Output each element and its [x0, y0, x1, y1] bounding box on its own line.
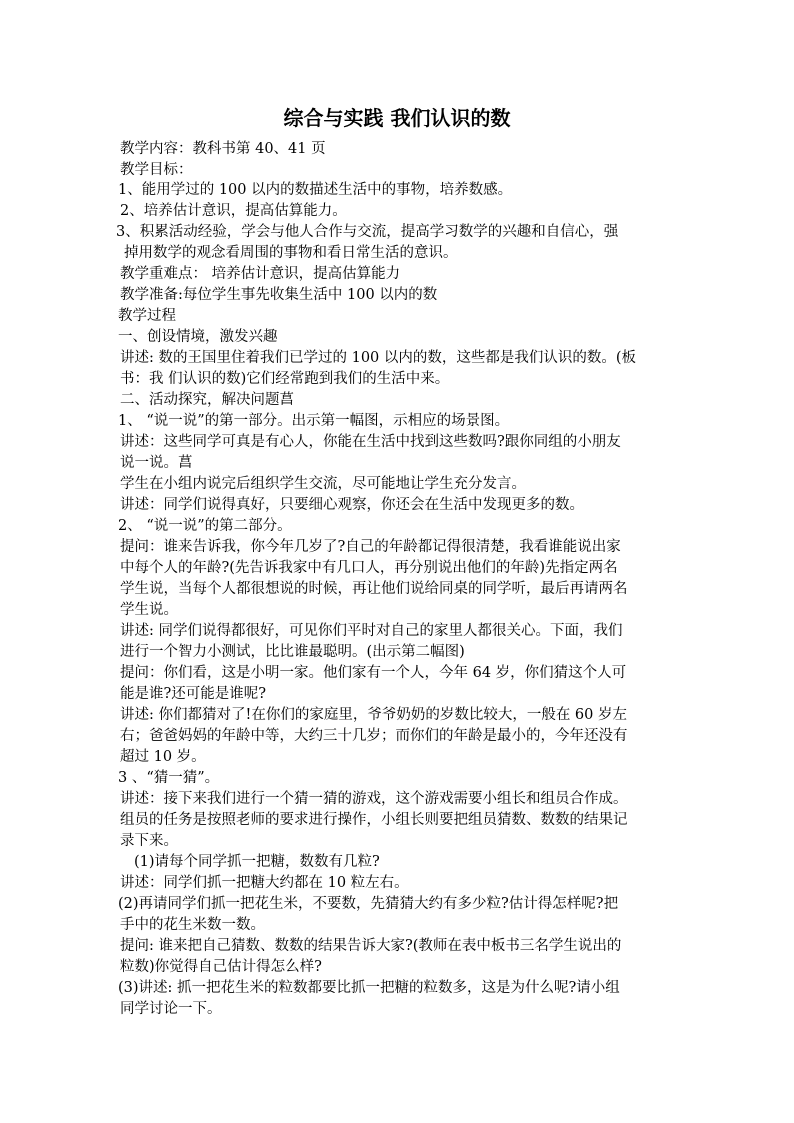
- text-line: 学生说，当每个人都很想说的时候，再让他们说给同桌的同学听，最后再请两名: [120, 581, 628, 597]
- text-line: 讲述: 同学们说得都很好，可见你们平时对自己的家里人都很关心。下面，我们: [120, 623, 623, 639]
- text-line: 讲述：这些同学可真是有心人，你能在生活中找到这些数吗?跟你同组的小朋友: [120, 434, 621, 450]
- text-line: 3、积累活动经验，学会与他人合作与交流，提高学习数学的兴趣和自信心，强: [116, 224, 619, 240]
- section-heading: 一、创设情境，激发兴趣: [118, 329, 278, 345]
- text-line: 1、能用学过的 100 以内的数描述生活中的事物，培养数感。: [118, 182, 513, 198]
- text-line: 讲述：接下来我们进行一个猜一猜的游戏，这个游戏需要小组长和组员合作成。: [120, 791, 628, 807]
- text-line: 学生说。: [120, 602, 178, 618]
- text-line: (2)再请同学们抓一把花生米，不要数，先猜猜大约有多少粒?估计得怎样呢?把: [118, 896, 619, 912]
- text-line: 录下来。: [120, 833, 178, 849]
- text-line: 提问: 谁来把自己猜数、数数的结果告诉大家?(教师在表中板书三名学生说出的: [120, 938, 622, 954]
- text-line: 3 、“猜一猜”。: [118, 770, 220, 786]
- text-line: 2、培养估计意识，提高估算能力。: [120, 203, 347, 219]
- text-line: 提问：谁来告诉我，你今年几岁了?自己的年龄都记得很清楚，我看谁能说出家: [120, 539, 621, 555]
- text-line: 教学内容：教科书第 40、41 页: [120, 141, 326, 157]
- text-line: 书：我 们认识的数)它们经常跑到我们的生活中来。: [120, 371, 450, 387]
- text-line: 2、 “说一说”的第二部分。: [118, 518, 292, 534]
- text-line: 进行一个智力小测试，比比谁最聪明。(出示第二幅图): [120, 644, 465, 660]
- text-line: 组员的任务是按照老师的要求进行操作，小组长则要把组员猜数、数数的结果记: [120, 812, 628, 828]
- text-line: 能是谁?还可能是谁呢?: [120, 686, 267, 702]
- text-line: 右；爸爸妈妈的年龄中等，大约三十几岁；而你们的年龄是最小的，今年还没有: [120, 728, 628, 744]
- text-line: 教学目标：: [120, 162, 193, 178]
- text-line: 提问：你们看，这是小明一家。他们家有一个人，今年 64 岁，你们猜这个人可: [120, 665, 627, 681]
- text-line: 同学讨论一下。: [120, 1001, 222, 1017]
- text-line: 教学过程: [118, 308, 176, 324]
- text-line: 掉用数学的观念看周围的事物和看日常生活的意识。: [124, 245, 458, 261]
- text-line: 粒数)你觉得自己估计得怎么样?: [120, 959, 322, 975]
- text-line: 手中的花生米数一数。: [120, 917, 265, 933]
- document-title: 综合与实践 我们认识的数: [283, 106, 511, 130]
- text-line: 教学准备:每位学生事先收集生活中 100 以内的数: [120, 287, 438, 303]
- section-heading: 二、活动探究，解决问题菖: [120, 392, 294, 408]
- text-line: 教学重难点： 培养估计意识，提高估算能力: [120, 266, 401, 282]
- text-line: (3)讲述: 抓一把花生米的粒数都要比抓一把糖的粒数多，这是为什么呢?请小组: [118, 980, 620, 996]
- text-line: 学生在小组内说完后组织学生交流，尽可能地让学生充分发言。: [120, 476, 526, 492]
- text-line: 讲述：同学们说得真好，只要细心观察，你还会在生活中发现更多的数。: [120, 497, 584, 513]
- text-line: 讲述: 数的王国里住着我们已学过的 100 以内的数，这些都是我们认识的数。(板: [120, 350, 637, 366]
- text-line: (1)请每个同学抓一把糖，数数有几粒?: [134, 854, 380, 870]
- text-line: 中每个人的年龄?(先告诉我家中有几口人，再分别说出他们的年龄)先指定两名: [120, 560, 618, 576]
- text-line: 超过 10 岁。: [120, 749, 206, 765]
- text-line: 讲述：同学们抓一把糖大约都在 10 粒左右。: [120, 875, 409, 891]
- text-line: 讲述: 你们都猜对了!在你们的家庭里，爷爷奶奶的岁数比较大，一般在 60 岁左: [120, 707, 627, 723]
- text-line: 1、 “说一说”的第一部分。出示第一幅图，示相应的场景图。: [118, 413, 510, 429]
- text-line: 说一说。菖: [120, 455, 193, 471]
